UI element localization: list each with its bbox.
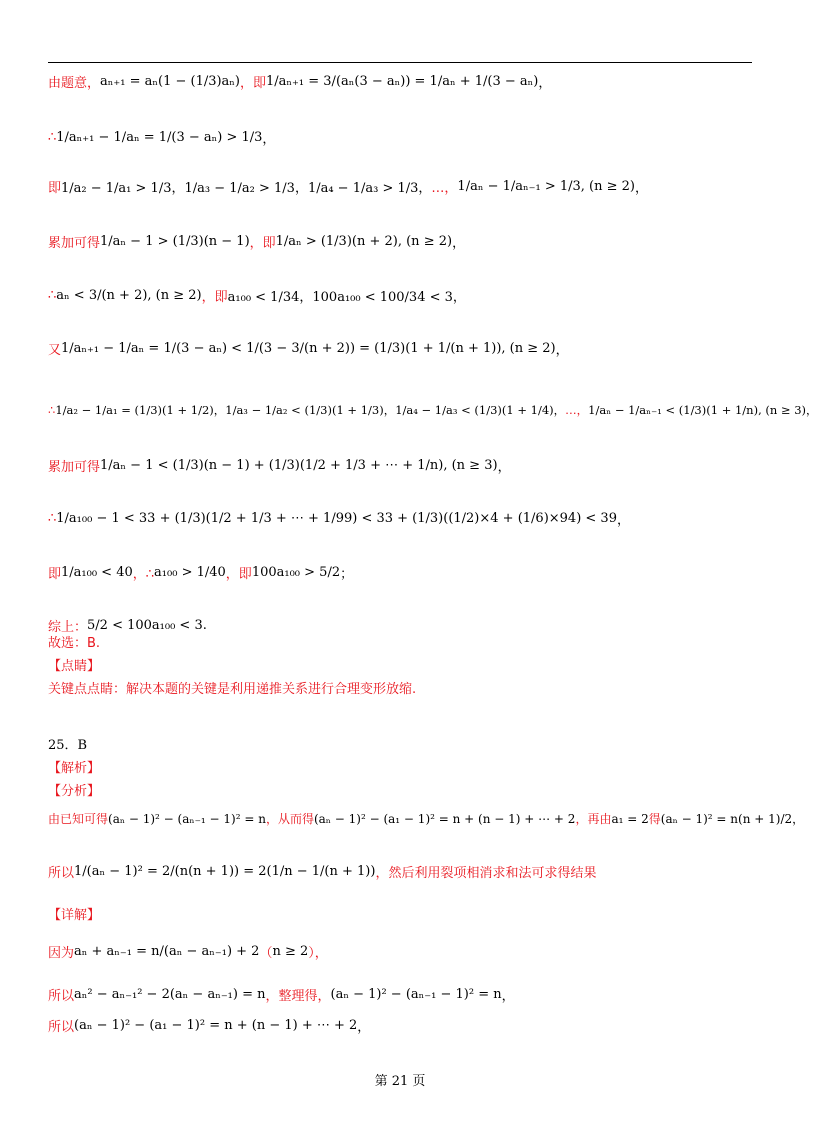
punctuation: ， — [792, 812, 805, 826]
connector: ，∴ — [132, 567, 155, 582]
line-prefix: 累加可得 — [48, 236, 101, 251]
connector: ，即 — [225, 567, 252, 582]
line-prefix: 综上： — [48, 620, 88, 635]
line-prefix: 即 — [48, 567, 62, 582]
ellipsis: …， — [565, 403, 589, 417]
text-segment: 所以 — [48, 1020, 75, 1035]
punctuation: ； — [340, 567, 354, 582]
formula: a₁ = 2 — [611, 811, 649, 826]
text-segment: 所以 — [48, 866, 75, 881]
punctuation: ， — [538, 76, 552, 91]
formula: 1/aₙ₊₁ − 1/aₙ = 1/(3 − aₙ) < 1/(3 − 3/(n + 2)) = (1/3)(1 + 1/(n + 1)), (n ≥ 2) — [61, 341, 556, 356]
therefore-symbol: ∴ — [48, 130, 57, 145]
formula: (aₙ − 1)² − (a₁ − 1)² = n + (n − 1) + ⋯ + 2 — [74, 1018, 358, 1033]
punctuation: ， — [262, 132, 276, 147]
therefore-symbol: ∴ — [48, 403, 56, 417]
formula: 1/a₂ − 1/a₁ > 1/3，1/a₃ − 1/a₂ > 1/3，1/a₄ − 1/a₃ > 1/3， — [61, 181, 432, 196]
formula: 1/aₙ − 1/aₙ₋₁ < (1/3)(1 + 1/n), (n ≥ 3) — [588, 403, 807, 417]
punctuation: . — [202, 618, 207, 633]
formula: 1/aₙ₊₁ − 1/aₙ = 1/(3 − aₙ) > 1/3 — [56, 130, 263, 145]
header-rule — [48, 62, 752, 63]
formula: aₙ < 3/(n + 2), (n ≥ 2) — [56, 288, 202, 303]
connector: ，即 — [201, 290, 228, 305]
formula: 1/aₙ > (1/3)(n + 2), (n ≥ 2) — [275, 234, 453, 249]
fenxi-line-1 — [48, 810, 804, 827]
formula: aₙ + aₙ₋₁ = n/(aₙ − aₙ₋₁) + 2 — [74, 944, 260, 959]
solution-line-6 — [48, 339, 569, 358]
formula: a₁₀₀ < 1/34，100a₁₀₀ < 100/34 < 3 — [227, 290, 453, 305]
text-segment: 得 — [648, 812, 661, 826]
fenxi-line-2 — [48, 862, 596, 881]
formula: (aₙ − 1)² − (aₙ₋₁ − 1)² = n — [108, 811, 266, 826]
analysis-heading: 【解析】 — [48, 761, 101, 776]
punctuation: ， — [357, 1020, 371, 1035]
detail-line-3 — [48, 1016, 370, 1035]
connector: ，即 — [240, 76, 267, 91]
therefore-symbol: ∴ — [48, 288, 57, 303]
line-prefix: 即 — [48, 181, 62, 196]
punctuation: ， — [452, 236, 466, 251]
formula: 1/a₁₀₀ − 1 < 33 + (1/3)(1/2 + 1/3 + ⋯ + 1/99) < 33 + (1/3)((1/2)×4 + (1/6)×94) < 39 — [56, 511, 617, 526]
punctuation: ， — [806, 403, 818, 417]
detail-heading: 【详解】 — [48, 908, 101, 923]
line-prefix: 又 — [48, 343, 62, 358]
punctuation: ， — [497, 460, 511, 475]
solution-line-7 — [48, 402, 818, 418]
connector: ，即 — [249, 236, 276, 251]
text-segment: ）， — [308, 946, 328, 961]
answer-line: 故选：B. — [48, 636, 101, 651]
text-segment: 由已知可得 — [48, 812, 109, 826]
solution-line-10 — [48, 563, 353, 582]
solution-line-2 — [48, 128, 275, 147]
punctuation: ， — [452, 290, 466, 305]
formula: aₙ² − aₙ₋₁² − 2(aₙ − aₙ₋₁) = n — [74, 987, 266, 1002]
therefore-symbol: ∴ — [48, 511, 57, 526]
fenxi-heading: 【分析】 — [48, 784, 101, 799]
formula: 1/(aₙ − 1)² = 2/(n(n + 1)) = 2(1/n − 1/(n + 1)) — [74, 864, 376, 879]
ellipsis: …， — [431, 181, 458, 196]
formula: (aₙ − 1)² − (a₁ − 1)² = n + (n − 1) + ⋯ + 2 — [313, 811, 576, 826]
solution-line-1 — [48, 72, 551, 91]
text-segment: 所以 — [48, 989, 75, 1004]
formula: 5/2 < 100a₁₀₀ < 3 — [87, 618, 203, 633]
punctuation: ， — [501, 989, 515, 1004]
solution-line-9 — [48, 509, 630, 528]
text-segment: （ — [259, 946, 273, 961]
line-prefix: 累加可得 — [48, 460, 101, 475]
tip-heading: 【点睛】 — [48, 659, 101, 674]
text-segment: ，然后利用裂项相消求和法可求得结果 — [375, 866, 597, 881]
tip-text: 关键点点睛：解决本题的关键是利用递推关系进行合理变形放缩. — [48, 682, 417, 697]
formula: aₙ₊₁ = aₙ(1 − (1/3)aₙ) — [100, 74, 241, 89]
formula: 1/a₁₀₀ < 40 — [61, 565, 133, 580]
solution-line-4 — [48, 232, 465, 251]
text-segment: ，整理得， — [265, 989, 331, 1004]
formula: 1/aₙ − 1 < (1/3)(n − 1) + (1/3)(1/2 + 1/3 + ⋯ + 1/n), (n ≥ 3) — [100, 458, 498, 473]
formula: 1/aₙ₊₁ = 3/(aₙ(3 − aₙ)) = 1/aₙ + 1/(3 − aₙ) — [266, 74, 539, 89]
punctuation: ， — [555, 343, 569, 358]
formula: n ≥ 2 — [272, 944, 309, 959]
formula: 1/aₙ − 1 > (1/3)(n − 1) — [100, 234, 250, 249]
line-prefix: 由题意， — [48, 76, 101, 91]
text-segment: ，从而得 — [265, 812, 314, 826]
punctuation: ， — [616, 513, 630, 528]
formula: (aₙ − 1)² = n(n + 1)/2 — [660, 811, 793, 826]
solution-line-5 — [48, 286, 466, 305]
formula: a₁₀₀ > 1/40 — [154, 565, 226, 580]
formula: 1/aₙ − 1/aₙ₋₁ > 1/3, (n ≥ 2) — [457, 179, 635, 194]
detail-line-1 — [48, 942, 328, 961]
formula: 1/a₂ − 1/a₁ = (1/3)(1 + 1/2)，1/a₃ − 1/a₂ < (1/3)(1 + 1/3)，1/a₄ − 1/a₃ < (1/3)(1 + 1/4)， — [55, 403, 566, 417]
punctuation: ， — [635, 181, 649, 196]
solution-line-8 — [48, 456, 511, 475]
page-footer: 第 21 页 — [374, 1074, 426, 1089]
solution-line-3 — [48, 177, 648, 196]
detail-line-2 — [48, 985, 515, 1004]
text-segment: 因为 — [48, 946, 75, 961]
formula: 100a₁₀₀ > 5/2 — [251, 565, 341, 580]
formula: (aₙ − 1)² − (aₙ₋₁ − 1)² = n — [330, 987, 502, 1002]
text-segment: ，再由 — [575, 812, 612, 826]
question-number: 25．B — [48, 738, 88, 753]
